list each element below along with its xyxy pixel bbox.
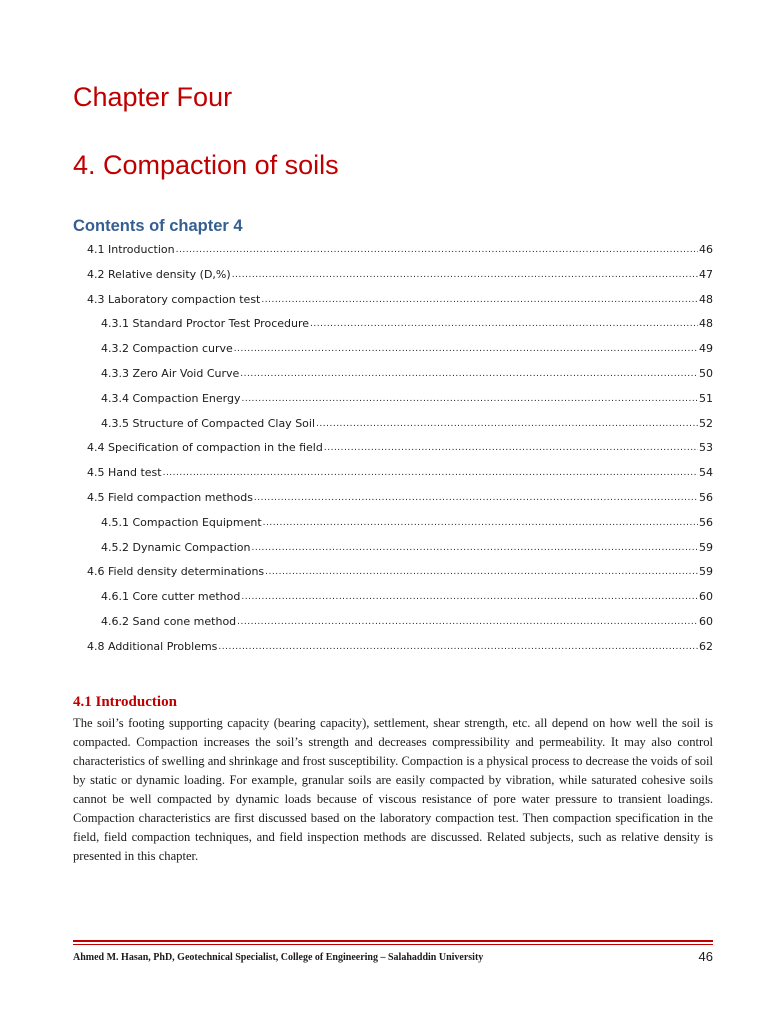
toc-dot-leader xyxy=(234,341,698,358)
toc-entry-page: 62 xyxy=(699,639,713,653)
toc-entry-page: 60 xyxy=(699,614,713,628)
toc-entry[interactable] xyxy=(87,415,713,440)
toc-entry-label: 4.6.1 Core cutter method xyxy=(101,590,241,604)
toc-entry[interactable] xyxy=(87,439,713,464)
toc-entry-label: 4.3.2 Compaction curve xyxy=(101,342,233,356)
table-of-contents xyxy=(87,241,713,663)
toc-entry[interactable] xyxy=(87,464,713,489)
toc-entry-label: 4.3.4 Compaction Energy xyxy=(101,391,241,405)
toc-entry-label: 4.3.5 Structure of Compacted Clay Soil xyxy=(101,416,316,430)
toc-entry-label: 4.1 Introduction xyxy=(87,243,175,256)
footer-rule xyxy=(73,940,713,942)
page-number: 46 xyxy=(698,949,713,964)
introduction-paragraph: The soil’s footing supporting capacity (bearing capacity), settlement, shear strength, etc. all depend on how well the soil is compacted. Compaction increases the soil’s strength and decreases compressibility and permeability. It may also control characteristics of swelling and shrinkage and frost susceptibility. Compaction is a physical process to decrease the voids of soil by static or dynamic loading. For example, granular soils are easily compacted by vibration, while saturated cohesive soils cannot be well compacted by dynamic loads because of viscous resistance of pore water pressure to transient loadings. Compaction characteristics are first discussed based on the laboratory compaction test. Then compaction specification in the field, field compaction techniques, and field inspection methods are discussed. Related subjects, such as relative density is presented in this chapter. xyxy=(73,716,713,863)
toc-entry[interactable] xyxy=(87,489,713,514)
toc-entry[interactable] xyxy=(87,365,713,390)
toc-entry-page: 50 xyxy=(699,366,713,380)
toc-entry-page: 51 xyxy=(699,391,713,405)
toc-entry-label: 4.8 Additional Problems xyxy=(87,639,218,653)
toc-entry-label: 4.3.1 Standard Proctor Test Procedure xyxy=(101,317,310,331)
toc-entry[interactable] xyxy=(87,514,713,539)
toc-entry[interactable] xyxy=(87,613,713,638)
section-heading: 4. Compaction of soils xyxy=(73,150,339,180)
toc-entry[interactable] xyxy=(87,266,713,291)
toc-entry-label: 4.4 Specification of compaction in the field xyxy=(87,441,323,455)
toc-entry-page: 56 xyxy=(699,490,713,504)
toc-entry[interactable] xyxy=(87,315,713,340)
toc-entry-label: 4.2 Relative density (D,%) xyxy=(87,267,231,281)
toc-dot-leader xyxy=(263,515,698,532)
toc-dot-leader xyxy=(176,242,698,259)
toc-entry-page: 53 xyxy=(699,441,713,455)
toc-dot-leader xyxy=(163,465,698,482)
toc-dot-leader xyxy=(251,540,698,557)
introduction-heading: 4.1 Introduction xyxy=(73,694,177,710)
toc-heading: Contents of chapter 4 xyxy=(73,217,243,235)
toc-dot-leader xyxy=(241,589,698,606)
toc-entry-label: 4.6 Field density determinations xyxy=(87,565,265,579)
toc-dot-leader xyxy=(240,366,698,383)
toc-dot-leader xyxy=(237,614,698,631)
toc-entry[interactable] xyxy=(87,638,713,663)
toc-entry-label: 4.5 Hand test xyxy=(87,466,162,480)
toc-entry[interactable] xyxy=(87,563,713,588)
toc-entry-page: 48 xyxy=(699,292,713,306)
toc-entry-page: 48 xyxy=(699,317,713,331)
footer-author-line: Ahmed M. Hasan, PhD, Geotechnical Specialist, College of Engineering – Salahaddin University xyxy=(73,952,484,963)
toc-entry-label: 4.3 Laboratory compaction test xyxy=(87,292,261,306)
toc-entry[interactable] xyxy=(87,291,713,316)
toc-entry-label: 4.5.2 Dynamic Compaction xyxy=(101,540,251,554)
toc-entry-label: 4.6.2 Sand cone method xyxy=(101,614,237,628)
toc-entry-label: 4.3.3 Zero Air Void Curve xyxy=(101,366,240,380)
toc-dot-leader xyxy=(265,564,698,581)
toc-entry-page: 49 xyxy=(699,342,713,356)
toc-entry-label: 4.5 Field compaction methods xyxy=(87,490,253,504)
toc-entry-page: 59 xyxy=(699,565,713,579)
toc-dot-leader xyxy=(218,639,698,656)
toc-entry-page: 46 xyxy=(699,243,713,256)
toc-entry[interactable] xyxy=(87,588,713,613)
toc-entry-page: 47 xyxy=(699,267,713,281)
toc-entry[interactable] xyxy=(87,241,713,266)
toc-entry-page: 52 xyxy=(699,416,713,430)
toc-entry-label: 4.5.1 Compaction Equipment xyxy=(101,515,262,529)
toc-dot-leader xyxy=(324,440,698,457)
toc-dot-leader xyxy=(261,292,698,309)
chapter-title: Chapter Four xyxy=(73,82,233,112)
toc-entry-page: 59 xyxy=(699,540,713,554)
toc-entry-page: 60 xyxy=(699,590,713,604)
toc-entry[interactable] xyxy=(87,390,713,415)
toc-dot-leader xyxy=(232,267,698,284)
toc-entry-page: 54 xyxy=(699,466,713,480)
toc-entry[interactable] xyxy=(87,539,713,564)
toc-dot-leader xyxy=(241,391,698,408)
toc-entry[interactable] xyxy=(87,340,713,365)
toc-entry-page: 56 xyxy=(699,515,713,529)
toc-dot-leader xyxy=(310,316,698,333)
toc-dot-leader xyxy=(254,490,698,507)
toc-dot-leader xyxy=(316,416,698,433)
footer-rule-thin xyxy=(73,944,713,945)
